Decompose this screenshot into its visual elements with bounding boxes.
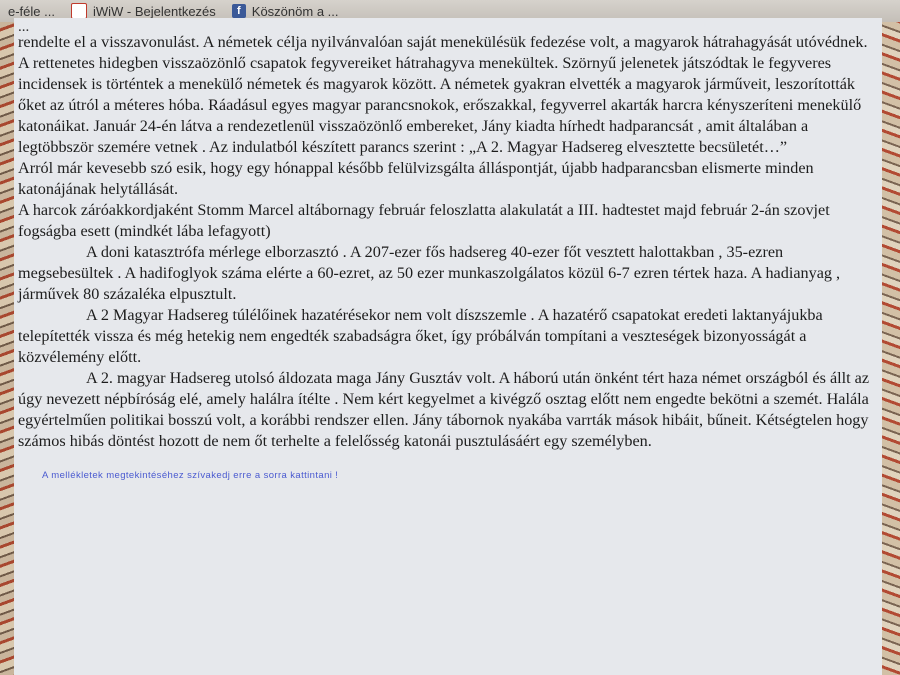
page-background-right	[880, 22, 900, 675]
article-paragraph-5: A 2 Magyar Hadsereg túlélőinek hazatérésekor nem volt díszszemle . A hazatérő csapatokat eredeti laktanyájukba telepítették vissza és még hetekig nem engedték szabadságra őket, így próbálván tompítani a veszteségek bizonyosságát a közvélemény előtt.	[18, 306, 823, 366]
browser-tab-label: e-féle ...	[8, 3, 55, 19]
article-paragraph-4: A doni katasztrófa mérlege elborzasztó . A 207-ezer fős hadsereg 40-ezer főt vesztett halottakban , 35-ezren megsebesültek . A hadifoglyok száma elérte a 60-ezret, az 50 ezer munkaszolgálatos közül 6-7 ezren tértek haza. A hadianyag , járművek 80 százaléka elpusztult.	[18, 243, 841, 303]
facebook-icon: f	[232, 4, 246, 18]
iwiw-logo-icon: C	[71, 3, 87, 19]
article-paragraph-6: A 2. magyar Hadsereg utolsó áldozata maga Jány Gusztáv volt. A háború után önként tért haza német országból és állt az úgy nevezett népbíróság elé, amely halálra ítélte . Nem kért kegyelmet a kivégző osztag előtt nem engedte bekötni a szemét. Halála egyértelműen politikai bosszú volt, a korábbi rendszer ellen. Jány tábornok nyakába varrták mások hibáit, bűneit. Kétségtelen hogy számos hibás döntést hozott de nem őt terhelte a felelősség katonái pusztulásáért egy személyben.	[18, 369, 870, 450]
browser-tab-label: Köszönöm a ...	[251, 3, 339, 19]
article-paragraph-1: rendelte el a visszavonulást. A németek célja nyilvánvalóan saját menekülésük fedezése volt, a magyarok hátrahagyását utóvédnek. A rettenetes hidegben visszaözönlő csapatok fegyvereiket hátrahagyva menekültek. Szörnyű jelenetek játszódtak le fegyveres incidensek is történtek a menekülő németek és magyarok között. A németek gyakran elvették a magyarok járműveit, leszorították őket az útról a méteres hóba. Ráadásul egyes magyar parancsnokok, erőszakkal, fegyverrel akarták harcra kényszeríteni menekülő katonáikat. Január 24-én látva a rendezetlenül visszaözönlő embereket, Jány kiadta hírhedt hadparancsát , amit általában a legtöbbször szemére vetnek . Az indulatból készített parancs szerint : „A 2. Magyar Hadsereg elvesztette becsületét…”	[18, 33, 868, 156]
article-paragraph-3: A harcok záróakkordjaként Stomm Marcel altábornagy február feloszlatta alakulatát a III. hadtestet majd február 2-án szovjet fogságba esett (mindkét lába lefagyott)	[18, 201, 830, 240]
cut-off-line: ...	[18, 22, 30, 32]
attachments-link[interactable]: A mellékletek megtekintéséhez szívakedj erre a sorra kattintani !	[42, 470, 339, 481]
article-panel	[14, 18, 882, 675]
article-paragraph-2: Arról már kevesebb szó esik, hogy egy hónappal később felülvizsgálta álláspontját, újabb hadparancsban elismerte minden katonájának helytállását.	[18, 159, 814, 198]
browser-tab-label: iWiW - Bejelentkezés	[92, 3, 216, 19]
